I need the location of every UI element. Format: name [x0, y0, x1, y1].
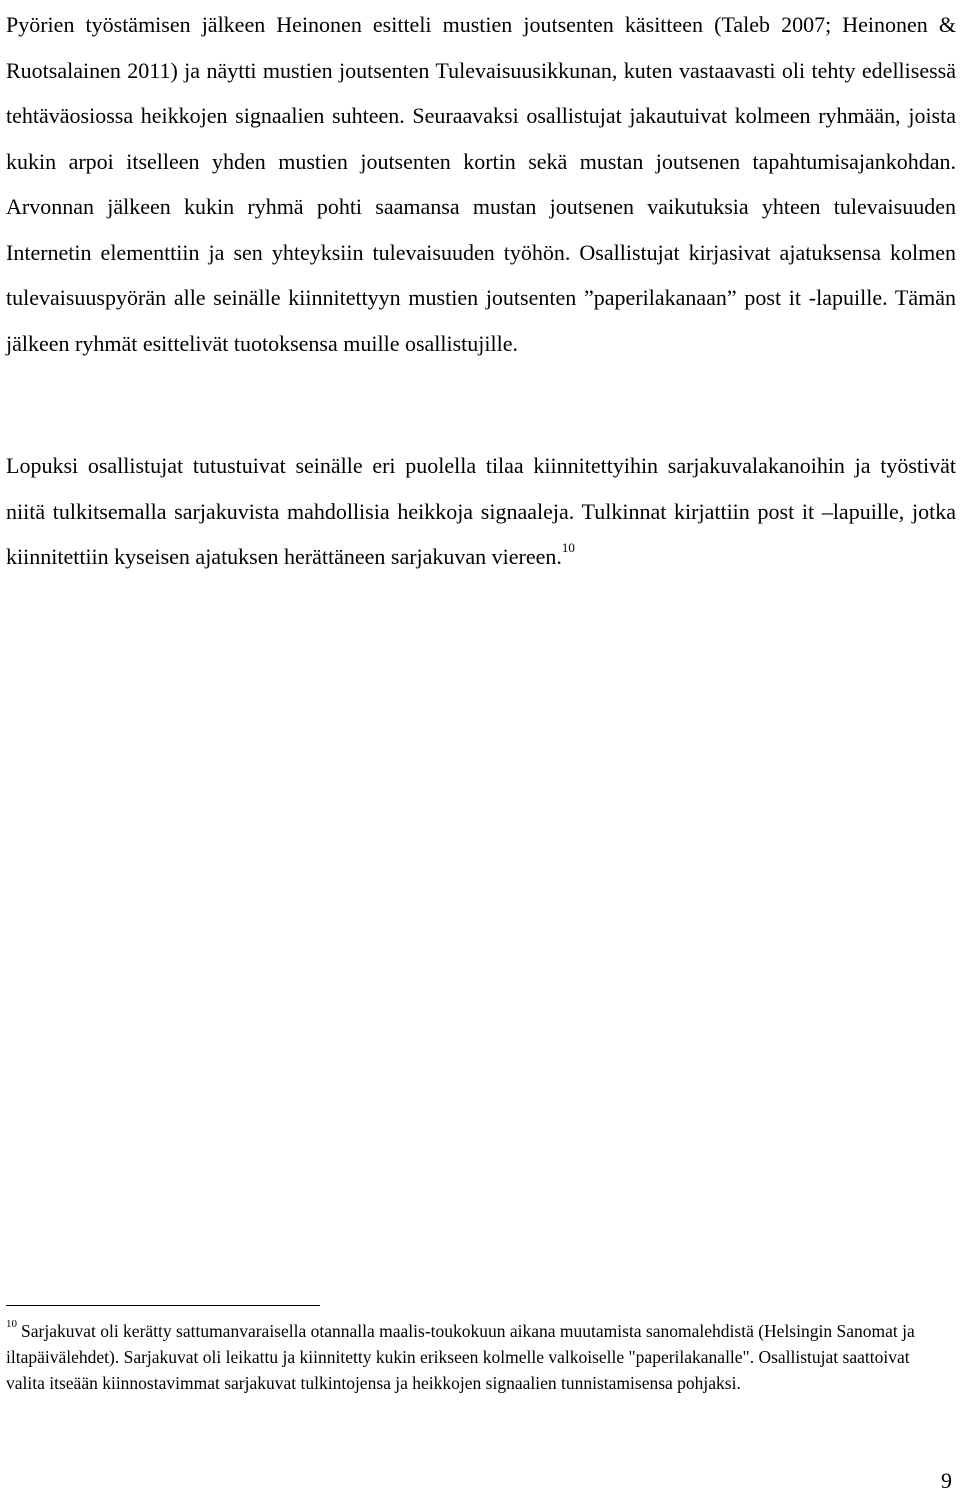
- body-paragraph-2-text: Lopuksi osallistujat tutustuivat seinälle eri puolella tilaa kiinnitettyihin sarjakuvalakanoihin ja työstivät niitä tulkitsemalla sarjakuvista mahdollisia heikkoja signaaleja. Tulkinnat kirjattiin post it –lapuille, jotka kiinnitettiin kyseisen ajatuksen herättäneen sarjakuvan viereen.: [6, 453, 956, 569]
- body-paragraph-2: [6, 443, 956, 580]
- body-paragraph-1-text: Pyörien työstämisen jälkeen Heinonen esitteli mustien joutsenten käsitteen (Taleb 2007; Heinonen & Ruotsalainen 2011) ja näytti mustien joutsenten Tulevaisuusikkunan, kuten vastaavasti oli tehty edellisessä tehtäväosiossa heikkojen signaalien suhteen. Seuraavaksi osallistujat jakautuivat kolmeen ryhmään, joista kukin arpoi itselleen yhden mustien joutsenten kortin sekä mustan joutsenen tapahtumisajankohdan. Arvonnan jälkeen kukin ryhmä pohti saamansa mustan joutsenen vaikutuksia yhteen tulevaisuuden Internetin elementtiin ja sen yhteyksiin tulevaisuuden työhön. Osallistujat kirjasivat ajatuksensa kolmen tulevaisuuspyörän alle seinälle kiinnitettyyn mustien joutsenten ”paperilakanaan” post it -lapuille. Tämän jälkeen ryhmät esittelivät tuotoksensa muille osallistujille.: [6, 12, 956, 356]
- footnote-marker: 10: [6, 1318, 17, 1331]
- footnote-text: Sarjakuvat oli kerätty sattumanvaraisella otannalla maalis-toukokuun aikana muutamista sanomalehdistä (Helsingin Sanomat ja iltapäivälehdet). Sarjakuvat oli leikattu ja kiinnitetty kukin erikseen kolmelle valkoiselle "paperilakanalle". Osallistujat saattoivat valita itseään kiinnostavimmat sarjakuvat tulkintojensa ja heikkojen signaalien tunnistamisensa pohjaksi.: [6, 1321, 915, 1393]
- body-paragraph-1: [6, 2, 956, 366]
- footnote-reference[interactable]: 10: [561, 539, 575, 555]
- footnote: [6, 1318, 951, 1396]
- footnote-divider: [6, 1305, 320, 1306]
- page-number: 9: [941, 1468, 952, 1493]
